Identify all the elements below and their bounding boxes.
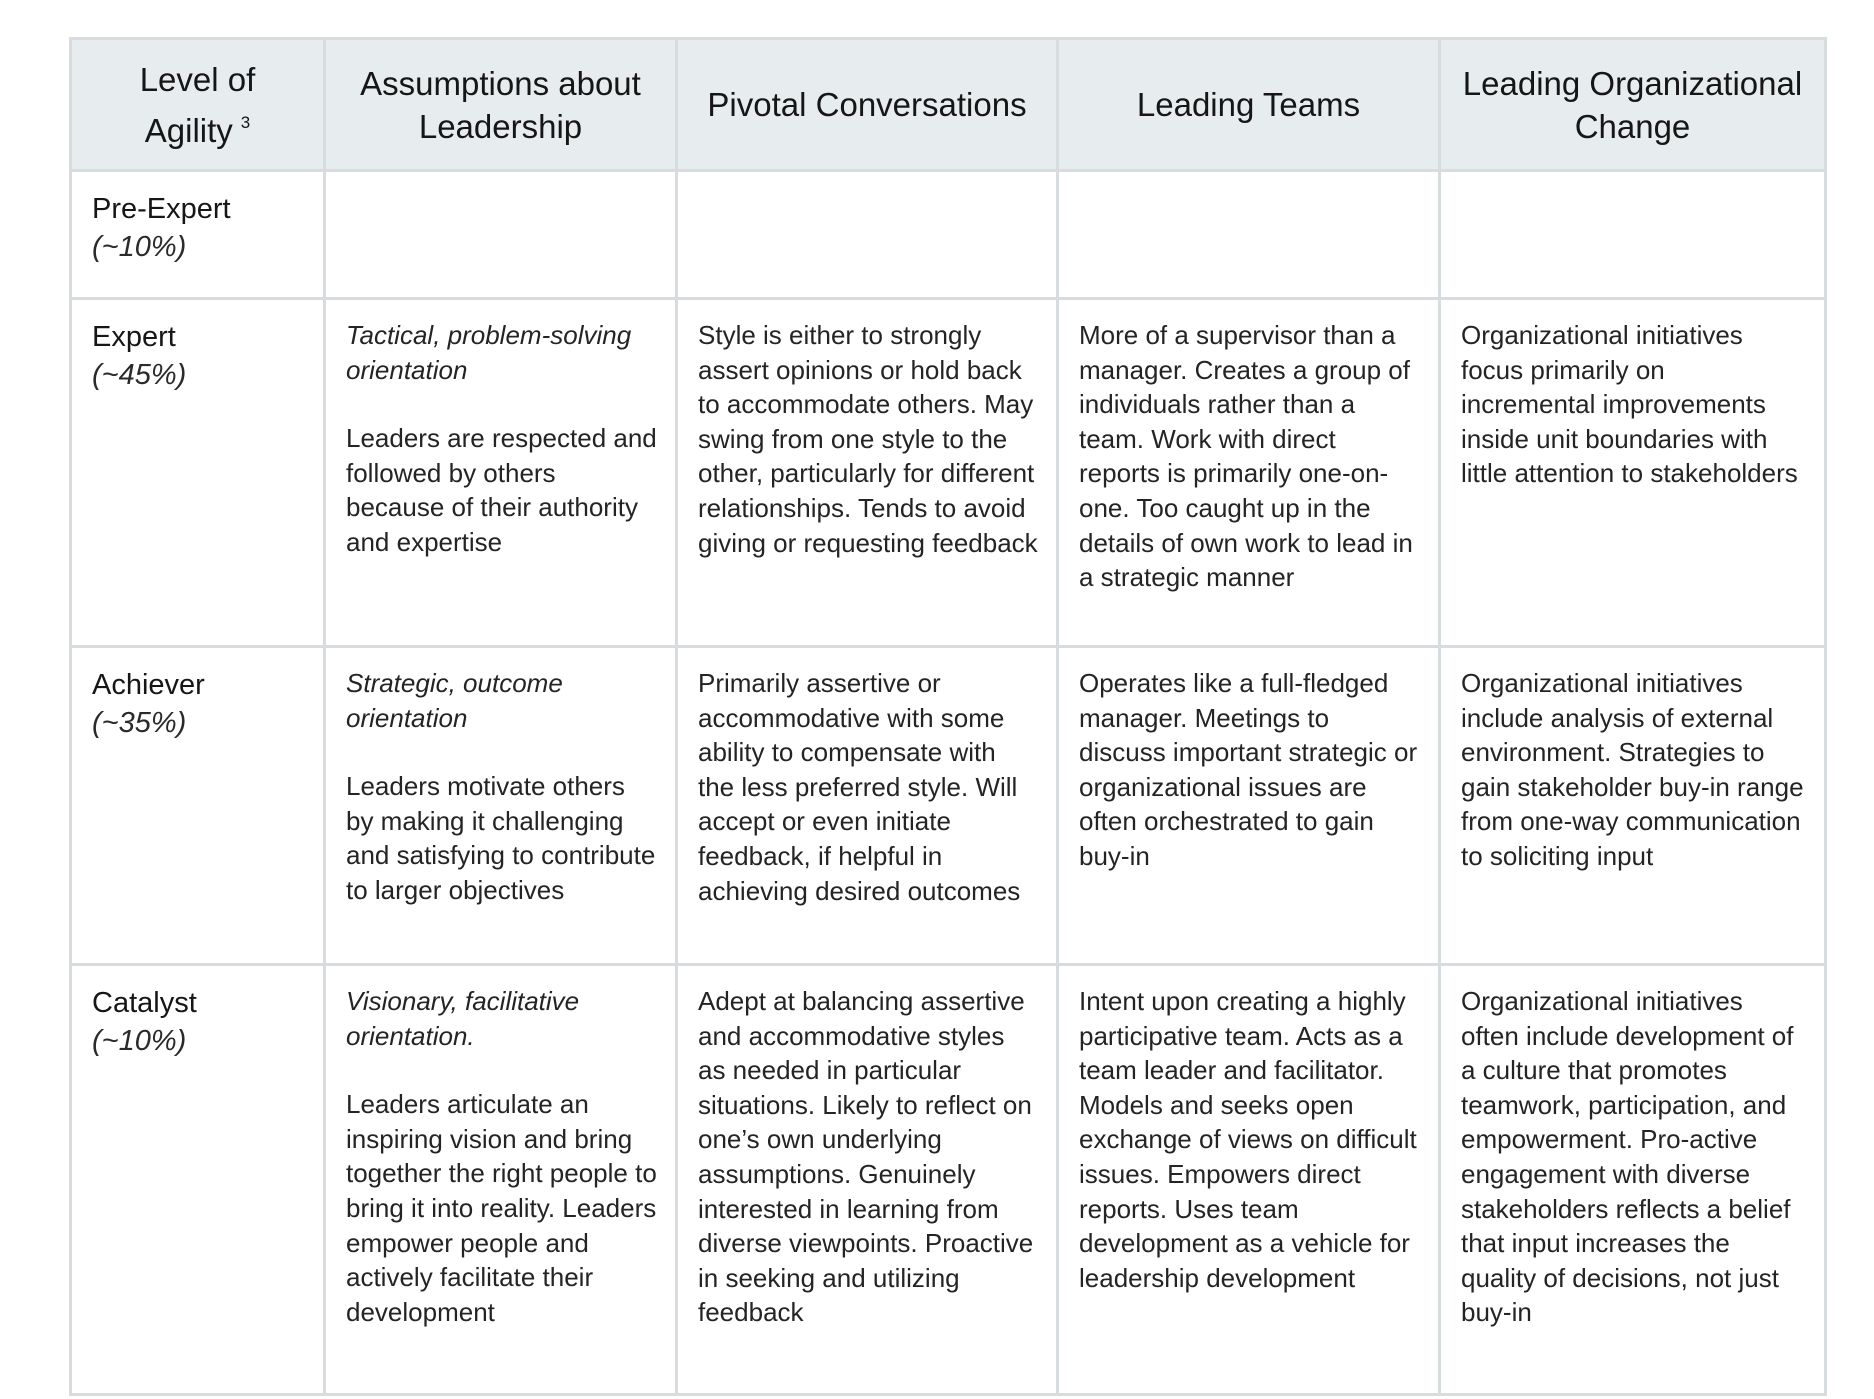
- table-row-catalyst: [71, 965, 1826, 1395]
- change-cell: Organizational initiatives focus primarily on incremental improvements inside unit boundaries with little attention to stakeholders: [1440, 299, 1826, 647]
- orientation-text: Visionary, facilitative orientation.: [346, 986, 580, 1051]
- level-percent: (~35%): [92, 707, 187, 739]
- header-level-label: Level of Agility: [139, 60, 256, 149]
- assumptions-text: Leaders are respected and followed by others because of their authority and expertise: [346, 423, 657, 557]
- level-cell: [71, 171, 325, 299]
- level-percent: (~10%): [92, 231, 187, 263]
- assumptions-cell: [325, 299, 677, 647]
- conversations-cell: Primarily assertive or accommodative with some ability to compensate with the less preferred style. Will accept or even initiate feedback, if helpful in achieving desired outcomes: [677, 647, 1058, 965]
- level-name: Catalyst: [92, 987, 197, 1019]
- header-assumptions: Assumptions about Leadership: [325, 39, 677, 171]
- footnote-marker: 3: [240, 112, 251, 132]
- agility-levels-table: [69, 37, 1827, 1396]
- change-cell: Organizational initiatives include analysis of external environment. Strategies to gain stakeholder buy-in range from one-way communication to soliciting input: [1440, 647, 1826, 965]
- conversations-cell: Style is either to strongly assert opinions or hold back to accommodate others. May swing from one style to the other, particularly for different relationships. Tends to avoid giving or requesting feedback: [677, 299, 1058, 647]
- level-percent: (~10%): [92, 1025, 187, 1057]
- table-row-pre-expert: [71, 171, 1826, 299]
- level-cell: [71, 965, 325, 1395]
- header-row: [71, 39, 1826, 171]
- header-leading-change: Leading Organizational Change: [1440, 39, 1826, 171]
- table-row-achiever: [71, 647, 1826, 965]
- header-level-of-agility: [71, 39, 325, 171]
- assumptions-cell: [325, 171, 677, 299]
- header-leading-teams: Leading Teams: [1058, 39, 1440, 171]
- header-pivotal-conversations: Pivotal Conversations: [677, 39, 1058, 171]
- change-cell: [1440, 171, 1826, 299]
- teams-cell: [1058, 171, 1440, 299]
- orientation-text: Strategic, outcome orientation: [346, 668, 563, 733]
- level-name: Pre-Expert: [92, 193, 231, 225]
- assumptions-cell: [325, 965, 677, 1395]
- assumptions-text: Leaders motivate others by making it challenging and satisfying to contribute to larger objectives: [346, 771, 656, 905]
- level-cell: [71, 299, 325, 647]
- level-name: Expert: [92, 321, 176, 353]
- level-cell: [71, 647, 325, 965]
- assumptions-cell: [325, 647, 677, 965]
- conversations-cell: Adept at balancing assertive and accommodative styles as needed in particular situations. Likely to reflect on one’s own underlying assumptions. Genuinely interested in learning from diverse viewpoints. Proactive in seeking and utilizing feedback: [677, 965, 1058, 1395]
- table-row-expert: [71, 299, 1826, 647]
- assumptions-text: Leaders articulate an inspiring vision and bring together the right people to bring it into reality. Leaders empower people and actively facilitate their development: [346, 1089, 657, 1327]
- conversations-cell: [677, 171, 1058, 299]
- change-cell: Organizational initiatives often include development of a culture that promotes teamwork, participation, and empowerment. Pro-active engagement with diverse stakeholders reflects a belief that input increases the quality of decisions, not just buy-in: [1440, 965, 1826, 1395]
- level-name: Achiever: [92, 669, 205, 701]
- teams-cell: Operates like a full-fledged manager. Meetings to discuss important strategic or organizational issues are often orchestrated to gain buy-in: [1058, 647, 1440, 965]
- teams-cell: More of a supervisor than a manager. Creates a group of individuals rather than a team. Work with direct reports is primarily one-on-one. Too caught up in the details of own work to lead in a strategic manner: [1058, 299, 1440, 647]
- orientation-text: Tactical, problem-solving orientation: [346, 320, 632, 385]
- teams-cell: Intent upon creating a highly participative team. Acts as a team leader and facilitator. Models and seeks open exchange of views on difficult issues. Empowers direct reports. Uses team development as a vehicle for leadership development: [1058, 965, 1440, 1395]
- level-percent: (~45%): [92, 359, 187, 391]
